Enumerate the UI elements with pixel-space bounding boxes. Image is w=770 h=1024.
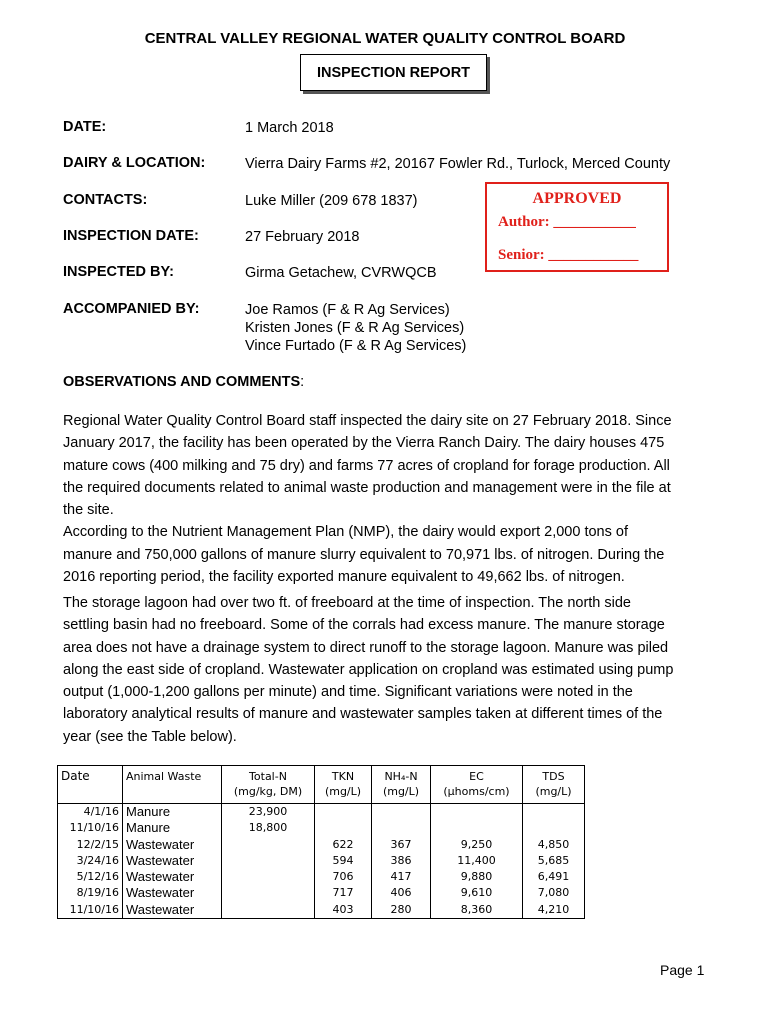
cell-total-n: 18,800 xyxy=(222,820,315,836)
contacts-value: Luke Miller (209 678 1837) xyxy=(245,193,418,209)
cell-tkn: 594 xyxy=(315,853,372,869)
cell-nh4n: 386 xyxy=(372,853,431,869)
analysis-results-table xyxy=(57,765,585,919)
header-tkn: TKN (mg/L) xyxy=(315,766,372,804)
cell-ec: 9,610 xyxy=(431,885,523,901)
paragraph-line: year (see the Table below). xyxy=(63,728,237,745)
cell-tds: 5,685 xyxy=(523,853,585,869)
accompanied-person: Vince Furtado (F & R Ag Services) xyxy=(245,338,467,354)
cell-ec: 11,400 xyxy=(431,853,523,869)
paragraph-line: manure and 750,000 gallons of manure slurry equivalent to 70,971 lbs. of nitrogen. During the xyxy=(63,546,665,563)
contacts-label: CONTACTS: xyxy=(63,192,148,208)
cell-total-n xyxy=(222,853,315,869)
table-row xyxy=(58,902,585,919)
cell-date: 4/1/16 xyxy=(58,804,123,821)
observations-heading-colon: : xyxy=(300,374,305,390)
paragraph-line: area does not have a drainage system to direct runoff to the storage lagoon. Manure was piled xyxy=(63,639,669,656)
cell-ec: 8,360 xyxy=(431,902,523,919)
inspected-by-label: INSPECTED BY: xyxy=(63,264,174,280)
paragraph-line: the required documents related to animal waste production and management were in the file at xyxy=(63,479,671,496)
header-date: Date xyxy=(58,766,123,804)
cell-tkn: 622 xyxy=(315,837,372,853)
dairy-location-value: Vierra Dairy Farms #2, 20167 Fowler Rd., Turlock, Merced County xyxy=(245,156,671,172)
cell-ec xyxy=(431,804,523,821)
approved-title: APPROVED xyxy=(532,190,622,207)
observations-heading xyxy=(63,374,304,390)
cell-total-n xyxy=(222,885,315,901)
paragraph-line: along the east side of cropland. Wastewater application on cropland was estimated using pump xyxy=(63,661,674,678)
cell-nh4n: 367 xyxy=(372,837,431,853)
cell-ec xyxy=(431,820,523,836)
table-row xyxy=(58,804,585,821)
table-header-row xyxy=(58,766,585,804)
cell-tds xyxy=(523,820,585,836)
cell-waste: Wastewater xyxy=(123,869,222,885)
approval-author: Author: ___________ xyxy=(498,214,636,230)
date-value: 1 March 2018 xyxy=(245,120,334,136)
paragraph-line: Regional Water Quality Control Board staff inspected the dairy site on 27 February 2018. Since xyxy=(63,413,672,429)
accompanied-person: Kristen Jones (F & R Ag Services) xyxy=(245,320,465,336)
cell-tds xyxy=(523,804,585,821)
inspection-date-value: 27 February 2018 xyxy=(245,229,360,245)
inspected-by-value: Girma Getachew, CVRWQCB xyxy=(245,265,437,281)
cell-waste: Manure xyxy=(123,804,222,821)
cell-waste: Wastewater xyxy=(123,902,222,919)
cell-waste: Manure xyxy=(123,820,222,836)
dairy-location-label: DAIRY & LOCATION: xyxy=(63,155,206,171)
cell-date: 5/12/16 xyxy=(58,869,123,885)
cell-tkn: 403 xyxy=(315,902,372,919)
cell-ec: 9,250 xyxy=(431,837,523,853)
paragraph-line: January 2017, the facility has been operated by the Vierra Ranch Dairy. The dairy houses 475 xyxy=(63,435,665,452)
paragraph-line: output (1,000-1,200 gallons per minute) and time. Significant variations were noted in the xyxy=(63,684,633,701)
cell-tds: 4,850 xyxy=(523,837,585,853)
cell-tkn xyxy=(315,820,372,836)
cell-tds: 4,210 xyxy=(523,902,585,919)
agency-title: CENTRAL VALLEY REGIONAL WATER QUALITY CONTROL BOARD xyxy=(144,30,626,47)
cell-tds: 6,491 xyxy=(523,869,585,885)
accompanied-by-list xyxy=(245,301,466,355)
observations-heading-text: OBSERVATIONS AND COMMENTS xyxy=(63,374,301,390)
header-tds: TDS (mg/L) xyxy=(523,766,585,804)
cell-nh4n: 417 xyxy=(372,869,431,885)
cell-total-n xyxy=(222,902,315,919)
cell-nh4n: 406 xyxy=(372,885,431,901)
cell-date: 8/19/16 xyxy=(58,885,123,901)
cell-tds: 7,080 xyxy=(523,885,585,901)
paragraph-line: laboratory analytical results of manure and wastewater samples taken at different times of the xyxy=(63,706,663,723)
accompanied-person: Joe Ramos (F & R Ag Services) xyxy=(245,302,450,318)
paragraph-line: The storage lagoon had over two ft. of freeboard at the time of inspection. The north side xyxy=(63,595,631,611)
cell-tkn xyxy=(315,804,372,821)
table-row xyxy=(58,837,585,853)
cell-total-n xyxy=(222,869,315,885)
observations-paragraph-1 xyxy=(63,410,713,588)
cell-date: 12/2/15 xyxy=(58,837,123,853)
table-row xyxy=(58,853,585,869)
header-ec: EC (µhoms/cm) xyxy=(431,766,523,804)
cell-nh4n xyxy=(372,804,431,821)
cell-waste: Wastewater xyxy=(123,885,222,901)
page-number: Page 1 xyxy=(660,962,705,978)
paragraph-line: 2016 reporting period, the facility exported manure equivalent to 49,662 lbs. of nitrogen. xyxy=(63,569,625,586)
header-animal-waste: Animal Waste xyxy=(123,766,222,804)
date-label: DATE: xyxy=(63,119,107,135)
approval-senior: Senior: ____________ xyxy=(498,247,639,263)
cell-date: 3/24/16 xyxy=(58,853,123,869)
cell-ec: 9,880 xyxy=(431,869,523,885)
paragraph-line: settling basin had no freeboard. Some of the corrals had excess manure. The manure storage xyxy=(63,617,665,634)
report-title: INSPECTION REPORT xyxy=(316,64,471,81)
table-row xyxy=(58,885,585,901)
cell-nh4n: 280 xyxy=(372,902,431,919)
cell-waste: Wastewater xyxy=(123,837,222,853)
header-nh4n: NH₄-N (mg/L) xyxy=(372,766,431,804)
cell-tkn: 717 xyxy=(315,885,372,901)
table-row xyxy=(58,869,585,885)
cell-total-n xyxy=(222,837,315,853)
accompanied-by-label: ACCOMPANIED BY: xyxy=(63,301,200,317)
approval-stamp xyxy=(485,182,669,272)
observations-paragraph-2 xyxy=(63,592,713,748)
inspection-date-label: INSPECTION DATE: xyxy=(63,228,199,244)
table-row xyxy=(58,820,585,836)
report-title-box xyxy=(300,54,487,91)
paragraph-line: According to the Nutrient Management Plan (NMP), the dairy would export 2,000 tons of xyxy=(63,524,628,541)
cell-total-n: 23,900 xyxy=(222,804,315,821)
cell-nh4n xyxy=(372,820,431,836)
cell-date: 11/10/16 xyxy=(58,820,123,836)
cell-tkn: 706 xyxy=(315,869,372,885)
paragraph-line: the site. xyxy=(63,502,114,519)
header-total-n: Total-N (mg/kg, DM) xyxy=(222,766,315,804)
paragraph-line: mature cows (400 milking and 75 dry) and farms 77 acres of cropland for forage production. All xyxy=(63,457,670,474)
cell-date: 11/10/16 xyxy=(58,902,123,919)
cell-waste: Wastewater xyxy=(123,853,222,869)
